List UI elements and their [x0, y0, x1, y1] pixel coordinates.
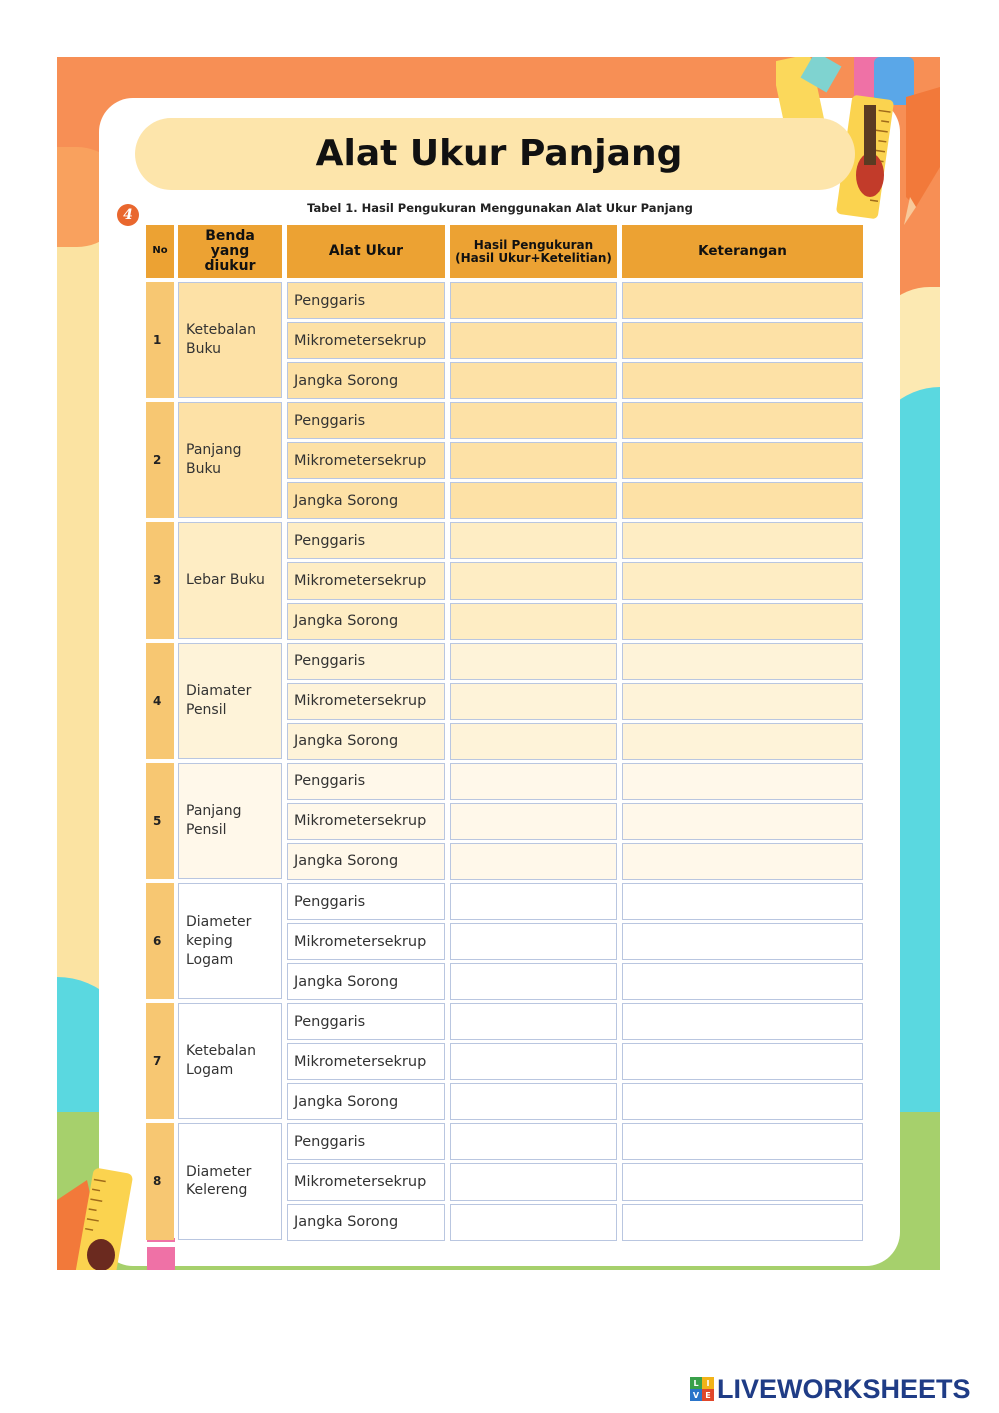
header-notes: Keterangan [622, 225, 863, 278]
tool-name-cell: Mikrometersekrup [287, 1163, 445, 1200]
tool-name-cell: Mikrometersekrup [287, 322, 445, 359]
notes-input-cell[interactable] [622, 723, 863, 760]
notes-input-cell[interactable] [622, 402, 863, 439]
logo-mark-e: E [702, 1389, 714, 1401]
notes-input-cell[interactable] [622, 282, 863, 319]
result-input-cell[interactable] [450, 482, 617, 519]
measured-object: Diameter keping Logam [178, 883, 282, 999]
header-no: No [146, 225, 174, 278]
measured-object: Panjang Buku [178, 402, 282, 518]
result-input-cell[interactable] [450, 362, 617, 399]
notes-input-cell[interactable] [622, 362, 863, 399]
tool-name-cell: Penggaris [287, 402, 445, 439]
row-number: 1 [146, 282, 174, 398]
header-tool: Alat Ukur [287, 225, 445, 278]
tool-name-cell: Penggaris [287, 282, 445, 319]
section-number-badge: 4 [117, 204, 139, 226]
tool-name-cell: Mikrometersekrup [287, 442, 445, 479]
result-input-cell[interactable] [450, 963, 617, 1000]
result-input-cell[interactable] [450, 402, 617, 439]
row-number: 2 [146, 402, 174, 518]
header-object [178, 225, 282, 278]
tool-name-cell: Jangka Sorong [287, 362, 445, 399]
tool-name-cell: Penggaris [287, 522, 445, 559]
result-input-cell[interactable] [450, 723, 617, 760]
logo-mark-i: I [702, 1377, 714, 1389]
notes-input-cell[interactable] [622, 1204, 863, 1241]
notes-input-cell[interactable] [622, 963, 863, 1000]
tool-name-cell: Jangka Sorong [287, 723, 445, 760]
header-result: Hasil Pengukuran (Hasil Ukur+Ketelitian) [450, 225, 617, 278]
result-input-cell[interactable] [450, 1123, 617, 1160]
notes-input-cell[interactable] [622, 562, 863, 599]
notes-input-cell[interactable] [622, 883, 863, 920]
notes-input-cell[interactable] [622, 923, 863, 960]
result-input-cell[interactable] [450, 683, 617, 720]
liveworksheets-logo [690, 1374, 971, 1404]
result-input-cell[interactable] [450, 1083, 617, 1120]
result-input-cell[interactable] [450, 883, 617, 920]
result-input-cell[interactable] [450, 322, 617, 359]
notes-input-cell[interactable] [622, 482, 863, 519]
notes-input-cell[interactable] [622, 1163, 863, 1200]
tool-name-cell: Jangka Sorong [287, 963, 445, 1000]
tool-name-cell: Jangka Sorong [287, 482, 445, 519]
tool-name-cell: Penggaris [287, 763, 445, 800]
tool-name-cell: Mikrometersekrup [287, 1043, 445, 1080]
measured-object: Diameter Kelereng [178, 1123, 282, 1239]
row-number: 8 [146, 1123, 174, 1239]
notes-input-cell[interactable] [622, 603, 863, 640]
result-input-cell[interactable] [450, 803, 617, 840]
logo-mark-v: V [690, 1389, 702, 1401]
result-input-cell[interactable] [450, 923, 617, 960]
tool-name-cell: Mikrometersekrup [287, 803, 445, 840]
result-input-cell[interactable] [450, 1003, 617, 1040]
row-number: 5 [146, 763, 174, 879]
result-input-cell[interactable] [450, 282, 617, 319]
result-input-cell[interactable] [450, 522, 617, 559]
tool-name-cell: Penggaris [287, 1123, 445, 1160]
page-title: Alat Ukur Panjang [315, 133, 683, 174]
tool-name-cell: Jangka Sorong [287, 1204, 445, 1241]
measured-object: Panjang Pensil [178, 763, 282, 879]
measured-object: Ketebalan Logam [178, 1003, 282, 1119]
tool-name-cell: Mikrometersekrup [287, 683, 445, 720]
table-caption: Tabel 1. Hasil Pengukuran Menggunakan Alat Ukur Panjang [307, 201, 693, 215]
tool-name-cell: Penggaris [287, 643, 445, 680]
notes-input-cell[interactable] [622, 1043, 863, 1080]
row-number: 3 [146, 522, 174, 638]
logo-text: LIVEWORKSHEETS [717, 1373, 971, 1404]
tool-name-cell: Penggaris [287, 883, 445, 920]
result-input-cell[interactable] [450, 603, 617, 640]
measured-object: Ketebalan Buku [178, 282, 282, 398]
header-object-label: Benda yang diukur [204, 228, 256, 274]
tool-name-cell: Mikrometersekrup [287, 923, 445, 960]
notes-input-cell[interactable] [622, 1123, 863, 1160]
tool-name-cell: Penggaris [287, 1003, 445, 1040]
result-input-cell[interactable] [450, 1163, 617, 1200]
notes-input-cell[interactable] [622, 763, 863, 800]
tool-name-cell: Jangka Sorong [287, 843, 445, 880]
notes-input-cell[interactable] [622, 843, 863, 880]
measured-object: Lebar Buku [178, 522, 282, 638]
tool-name-cell: Mikrometersekrup [287, 562, 445, 599]
notes-input-cell[interactable] [622, 683, 863, 720]
result-input-cell[interactable] [450, 1204, 617, 1241]
result-input-cell[interactable] [450, 562, 617, 599]
result-input-cell[interactable] [450, 643, 617, 680]
notes-input-cell[interactable] [622, 1083, 863, 1120]
tool-name-cell: Jangka Sorong [287, 1083, 445, 1120]
notes-input-cell[interactable] [622, 322, 863, 359]
tool-name-cell: Jangka Sorong [287, 603, 445, 640]
row-number: 6 [146, 883, 174, 999]
logo-mark-icon [690, 1377, 714, 1401]
result-input-cell[interactable] [450, 442, 617, 479]
row-number: 4 [146, 643, 174, 759]
notes-input-cell[interactable] [622, 643, 863, 680]
row-number: 7 [146, 1003, 174, 1119]
result-input-cell[interactable] [450, 1043, 617, 1080]
result-input-cell[interactable] [450, 843, 617, 880]
notes-input-cell[interactable] [622, 522, 863, 559]
notes-input-cell[interactable] [622, 803, 863, 840]
measured-object: Diamater Pensil [178, 643, 282, 759]
notes-input-cell[interactable] [622, 442, 863, 479]
result-input-cell[interactable] [450, 763, 617, 800]
notes-input-cell[interactable] [622, 1003, 863, 1040]
logo-mark-l: L [690, 1377, 702, 1389]
